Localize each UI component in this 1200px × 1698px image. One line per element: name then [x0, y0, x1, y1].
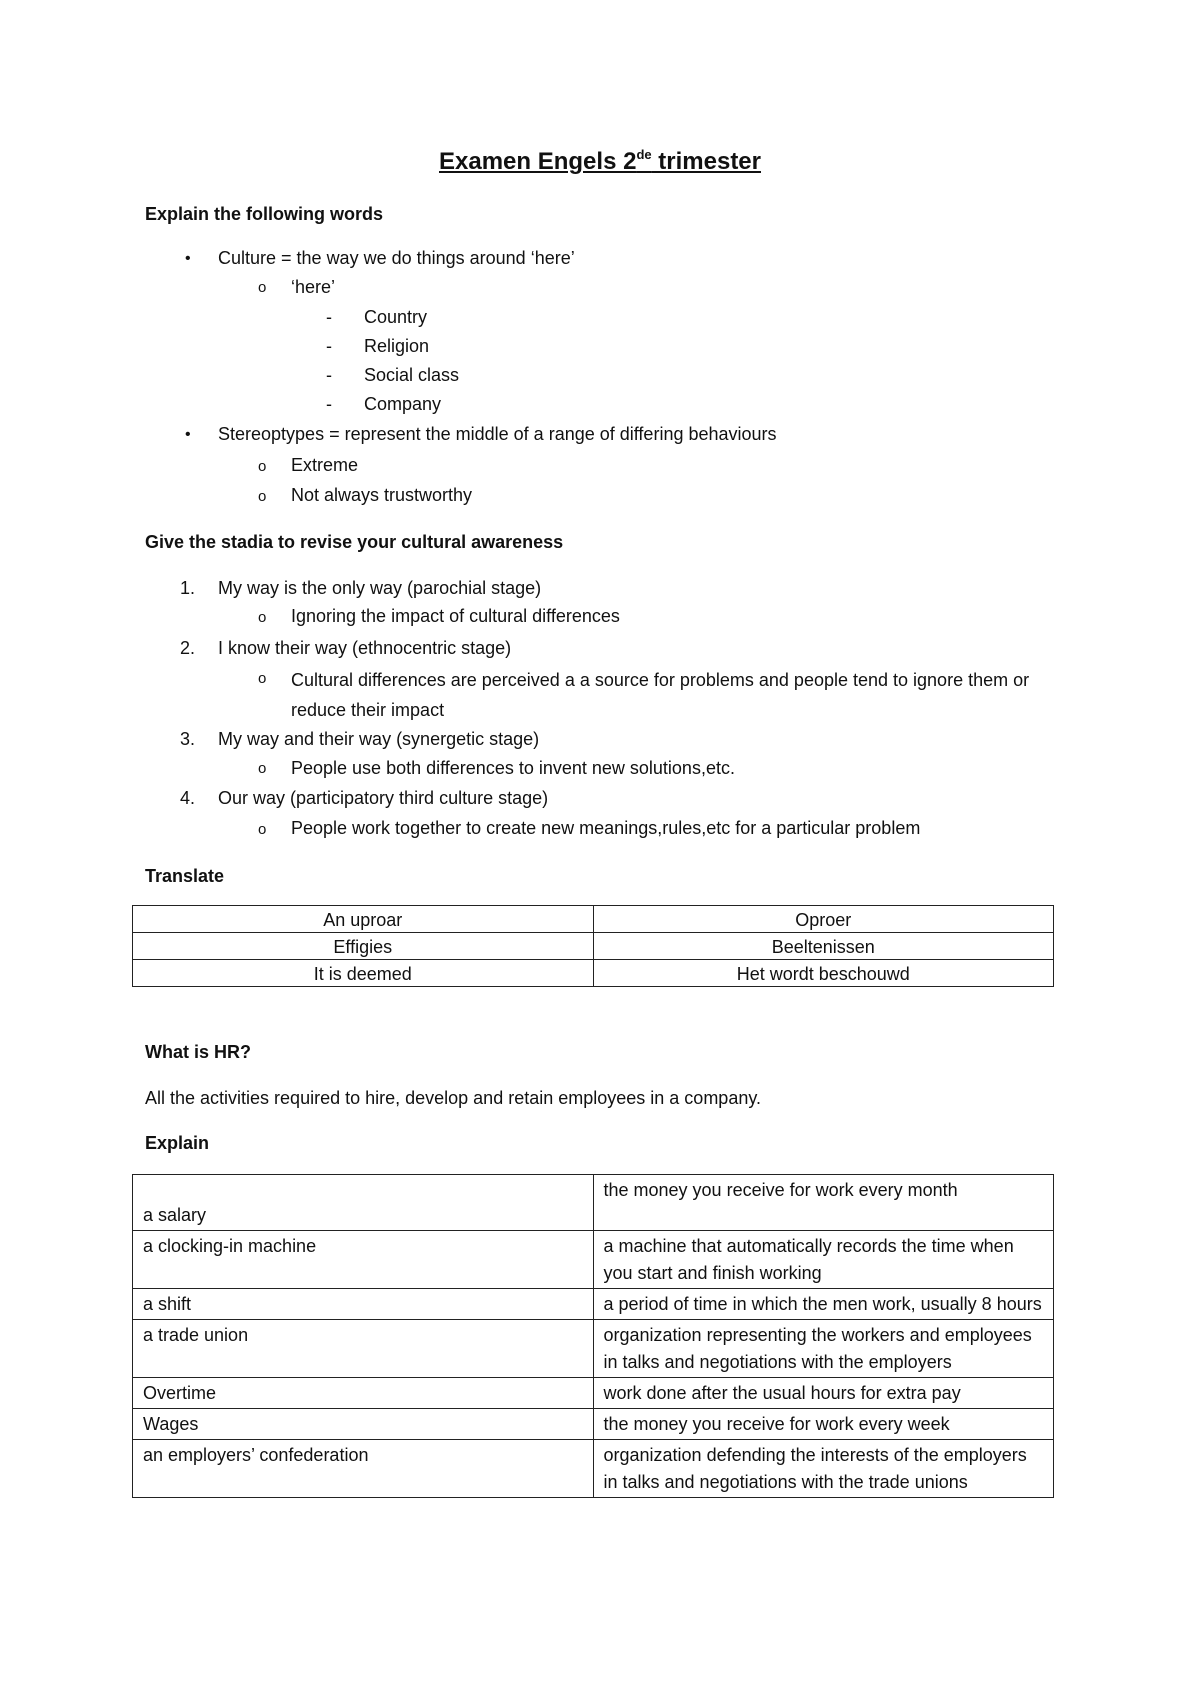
table-cell: It is deemed [133, 960, 594, 987]
list-item: Country [364, 307, 428, 327]
translate-table [132, 905, 1054, 987]
title-superscript: de [636, 147, 652, 162]
list-number: 1. [180, 578, 196, 598]
definition-cell: organization representing the workers and employees in talks and negotiations with the employers [593, 1320, 1054, 1378]
dash-bullet-icon: - [326, 336, 332, 356]
term-cell: Overtime [133, 1378, 594, 1409]
list-item: Culture = the way we do things around ‘here’ [218, 248, 575, 268]
table-row [133, 1409, 1054, 1440]
table-cell: Oproer [593, 906, 1054, 933]
term-cell: an employers’ confederation [133, 1440, 594, 1498]
dash-bullet-icon: - [326, 394, 332, 414]
circle-bullet-icon: o [258, 760, 267, 777]
heading-translate: Translate [145, 866, 225, 886]
table-row [133, 1175, 1054, 1231]
dash-bullet-icon: - [326, 307, 332, 327]
table-cell: Beeltenissen [593, 933, 1054, 960]
list-item: Company [364, 394, 442, 414]
list-subitem: Cultural differences are perceived a a source for problems and people tend to ignore them or reduce their impact [291, 670, 1030, 720]
list-item: Stereoptypes = represent the middle of a range of differing behaviours [218, 424, 777, 444]
table-row [133, 1231, 1054, 1289]
term-cell: a trade union [133, 1320, 594, 1378]
list-number: 2. [180, 638, 196, 658]
table-cell: Het wordt beschouwd [593, 960, 1054, 987]
heading-explain-words: Explain the following words [145, 204, 384, 224]
term-cell: a clocking-in machine [133, 1231, 594, 1289]
table-row [133, 1320, 1054, 1378]
list-subitem: People work together to create new meanings,rules,etc for a particular problem [291, 818, 921, 838]
circle-bullet-icon: o [258, 458, 267, 475]
page-title: Examen Engels 2de trimester [439, 147, 761, 175]
table-row [133, 906, 1054, 933]
list-item: Religion [364, 336, 430, 356]
list-subitem: People use both differences to invent new solutions,etc. [291, 758, 735, 778]
list-item: Social class [364, 365, 460, 385]
circle-bullet-icon: o [258, 609, 267, 626]
list-item: Not always trustworthy [291, 485, 473, 505]
hr-definition: All the activities required to hire, develop and retain employees in a company. [145, 1088, 762, 1108]
list-item: Our way (participatory third culture stage) [218, 788, 549, 808]
term-cell: a salary [133, 1175, 594, 1231]
circle-bullet-icon: o [258, 488, 267, 505]
table-row [133, 1378, 1054, 1409]
bullet-icon: • [185, 426, 191, 443]
term-cell: a shift [133, 1289, 594, 1320]
list-item: Extreme [291, 455, 359, 475]
heading-stadia: Give the stadia to revise your cultural awareness [145, 532, 564, 552]
definition-cell: the money you receive for work every month [593, 1175, 1054, 1231]
explain-table [132, 1174, 1054, 1498]
circle-bullet-icon: o [258, 670, 267, 687]
list-item: I know their way (ethnocentric stage) [218, 638, 512, 658]
definition-cell: organization defending the interests of the employers in talks and negotiations with the trade unions [593, 1440, 1054, 1498]
definition-cell: work done after the usual hours for extra pay [593, 1378, 1054, 1409]
list-item: My way and their way (synergetic stage) [218, 729, 540, 749]
table-row [133, 933, 1054, 960]
bullet-icon: • [185, 250, 191, 267]
heading-hr: What is HR? [145, 1042, 251, 1062]
dash-bullet-icon: - [326, 365, 332, 385]
table-row [133, 960, 1054, 987]
table-row [133, 1440, 1054, 1498]
list-subitem: Ignoring the impact of cultural differences [291, 606, 620, 626]
list-number: 3. [180, 729, 196, 749]
term-cell: Wages [133, 1409, 594, 1440]
table-cell: An uproar [133, 906, 594, 933]
list-number: 4. [180, 788, 196, 808]
heading-explain: Explain [145, 1133, 210, 1153]
definition-cell: the money you receive for work every week [593, 1409, 1054, 1440]
table-row [133, 1289, 1054, 1320]
definition-cell: a machine that automatically records the time when you start and finish working [593, 1231, 1054, 1289]
circle-bullet-icon: o [258, 279, 267, 296]
list-item: My way is the only way (parochial stage) [218, 578, 542, 598]
circle-bullet-icon: o [258, 821, 267, 838]
table-cell: Effigies [133, 933, 594, 960]
list-item: ‘here’ [291, 277, 336, 297]
definition-cell: a period of time in which the men work, usually 8 hours [593, 1289, 1054, 1320]
